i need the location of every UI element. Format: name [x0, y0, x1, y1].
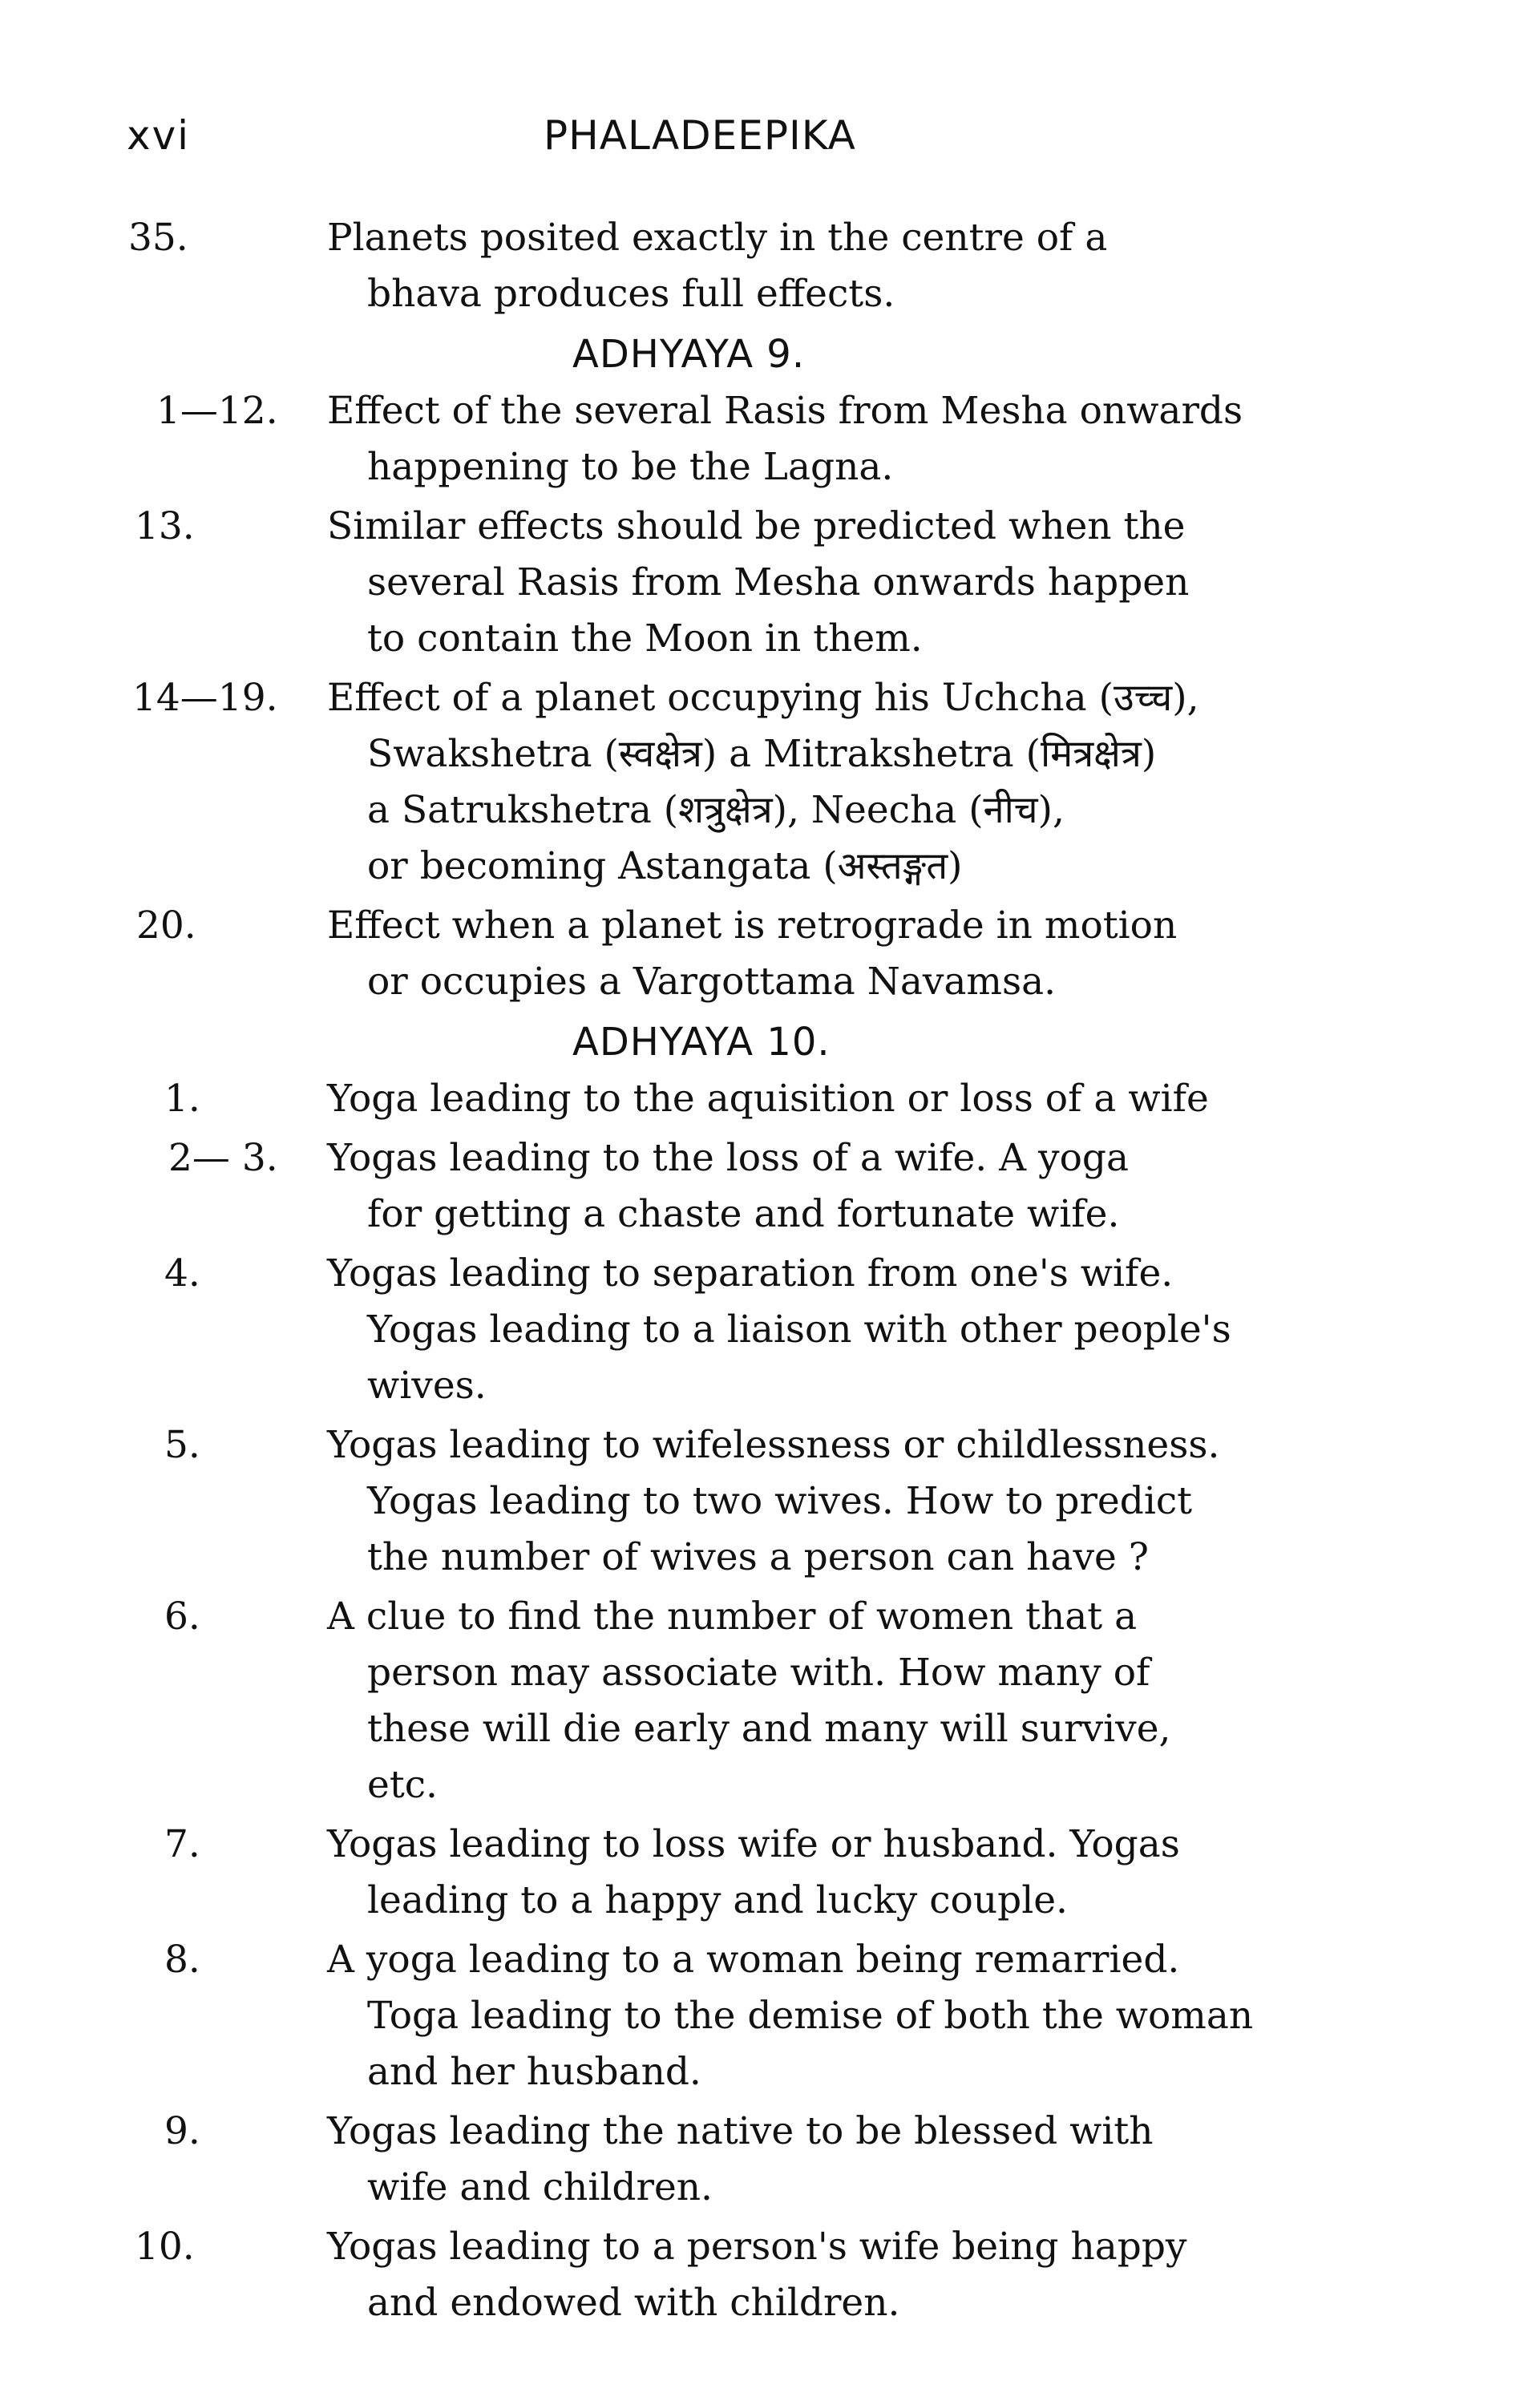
- entry-continuation-line: bhava produces full effects.: [367, 272, 895, 316]
- entry-number: 1.: [164, 1077, 200, 1121]
- entry-number: 7.: [164, 1822, 200, 1866]
- entry-number: 5.: [164, 1423, 200, 1467]
- entry-number: 13.: [135, 504, 195, 548]
- entry-continuation-line: etc.: [367, 1763, 438, 1807]
- toc-entry: [0, 1417, 1540, 1586]
- entry-description: [327, 210, 1353, 322]
- entry-description: [327, 499, 1353, 667]
- entry-first-line: Yogas leading the native to be blessed with: [327, 2109, 1154, 2153]
- adhyaya-heading: ADHYAYA 9.: [572, 332, 806, 377]
- toc-entry: [0, 2104, 1540, 2216]
- entry-number: 2— 3.: [168, 1136, 278, 1180]
- entry-continuation-line: and her husband.: [367, 2050, 701, 2094]
- entry-continuation-line: wife and children.: [367, 2165, 713, 2209]
- entry-continuation-line: the number of wives a person can have ?: [367, 1535, 1149, 1579]
- entry-number: 6.: [164, 1595, 200, 1639]
- toc-entry: [0, 1589, 1540, 1813]
- toc-entry: [0, 210, 1540, 322]
- toc-entry: [0, 898, 1540, 1010]
- entry-description: [327, 1246, 1353, 1414]
- entry-first-line: Yogas leading to the loss of a wife. A yoga: [327, 1136, 1130, 1180]
- entry-first-line: Yoga leading to the aquisition or loss of a wife: [327, 1077, 1209, 1121]
- toc-entry: [0, 2219, 1540, 2331]
- page-header: [127, 112, 1377, 176]
- entry-continuation-line: Yogas leading to two wives. How to predict: [367, 1479, 1193, 1523]
- entry-continuation-line: leading to a happy and lucky couple.: [367, 1878, 1068, 1922]
- toc-entry: [0, 383, 1540, 495]
- entry-continuation-line: wives.: [367, 1364, 487, 1408]
- entry-first-line: Planets posited exactly in the centre of a: [327, 216, 1108, 260]
- entry-continuation-line: and endowed with children.: [367, 2281, 900, 2325]
- entry-first-line: Effect of the several Rasis from Mesha onwards: [327, 389, 1243, 433]
- entry-description: [327, 2104, 1353, 2216]
- entry-first-line: Effect of a planet occupying his Uchcha (उच्च),: [327, 676, 1199, 720]
- entry-continuation-line: Swakshetra (स्वक्षेत्र) a Mitrakshetra (मित्रक्षेत्र): [367, 732, 1157, 776]
- entry-continuation-line: Yogas leading to a liaison with other people's: [367, 1308, 1231, 1352]
- entry-description: [327, 898, 1353, 1010]
- entry-continuation-line: to contain the Moon in them.: [367, 616, 923, 661]
- toc-entry: [0, 1130, 1540, 1243]
- entry-continuation-line: Toga leading to the demise of both the woman: [367, 1994, 1254, 2038]
- entry-first-line: Yogas leading to separation from one's wife.: [327, 1251, 1174, 1295]
- adhyaya-heading: ADHYAYA 10.: [572, 1020, 831, 1065]
- entry-continuation-line: several Rasis from Mesha onwards happen: [367, 560, 1190, 604]
- entry-number: 8.: [164, 1938, 200, 1982]
- entry-description: [327, 670, 1353, 895]
- entry-first-line: Effect when a planet is retrograde in motion: [327, 903, 1178, 948]
- entry-continuation-line: a Satrukshetra (शत्रुक्षेत्र), Neecha (नीच),: [367, 788, 1065, 832]
- entry-number: 20.: [136, 903, 196, 948]
- entry-description: [327, 1932, 1353, 2100]
- entry-first-line: A yoga leading to a woman being remarried.: [327, 1938, 1180, 1982]
- entry-continuation-line: happening to be the Lagna.: [367, 445, 894, 489]
- entry-number: 35.: [128, 216, 188, 260]
- running-title: PHALADEEPIKA: [544, 112, 856, 159]
- page-number: xvi: [127, 112, 191, 159]
- entry-first-line: Yogas leading to wifelessness or childlessness.: [327, 1423, 1220, 1467]
- entry-continuation-line: person may associate with. How many of: [367, 1651, 1150, 1695]
- entry-first-line: Similar effects should be predicted when the: [327, 504, 1186, 548]
- entry-number: 9.: [164, 2109, 200, 2153]
- entry-number: 4.: [164, 1251, 200, 1295]
- entry-first-line: Yogas leading to loss wife or husband. Yogas: [327, 1822, 1180, 1866]
- entry-continuation-line: or becoming Astangata (अस्तङ्गत): [367, 844, 963, 888]
- entry-continuation-line: these will die early and many will survive,: [367, 1707, 1171, 1751]
- entry-first-line: A clue to find the number of women that a: [327, 1595, 1138, 1639]
- entry-number: 10.: [135, 2225, 195, 2269]
- toc-entry: [0, 670, 1540, 895]
- entry-description: [327, 2219, 1353, 2331]
- toc-entry: [0, 1246, 1540, 1414]
- entry-continuation-line: for getting a chaste and fortunate wife.: [367, 1192, 1120, 1236]
- toc-entry: [0, 1817, 1540, 1929]
- toc-entry: [0, 1071, 1540, 1127]
- entry-number: 14—19.: [132, 676, 278, 720]
- entry-description: [327, 1817, 1353, 1929]
- entry-description: [327, 1589, 1353, 1813]
- toc-entry: [0, 499, 1540, 667]
- entry-number: 1—12.: [156, 389, 278, 433]
- entry-description: [327, 383, 1353, 495]
- entry-description: [327, 1071, 1353, 1127]
- entry-description: [327, 1417, 1353, 1586]
- entry-continuation-line: or occupies a Vargottama Navamsa.: [367, 960, 1057, 1004]
- table-of-contents: [0, 210, 1540, 2334]
- entry-first-line: Yogas leading to a person's wife being happy: [327, 2225, 1187, 2269]
- toc-entry: [0, 1932, 1540, 2100]
- entry-description: [327, 1130, 1353, 1243]
